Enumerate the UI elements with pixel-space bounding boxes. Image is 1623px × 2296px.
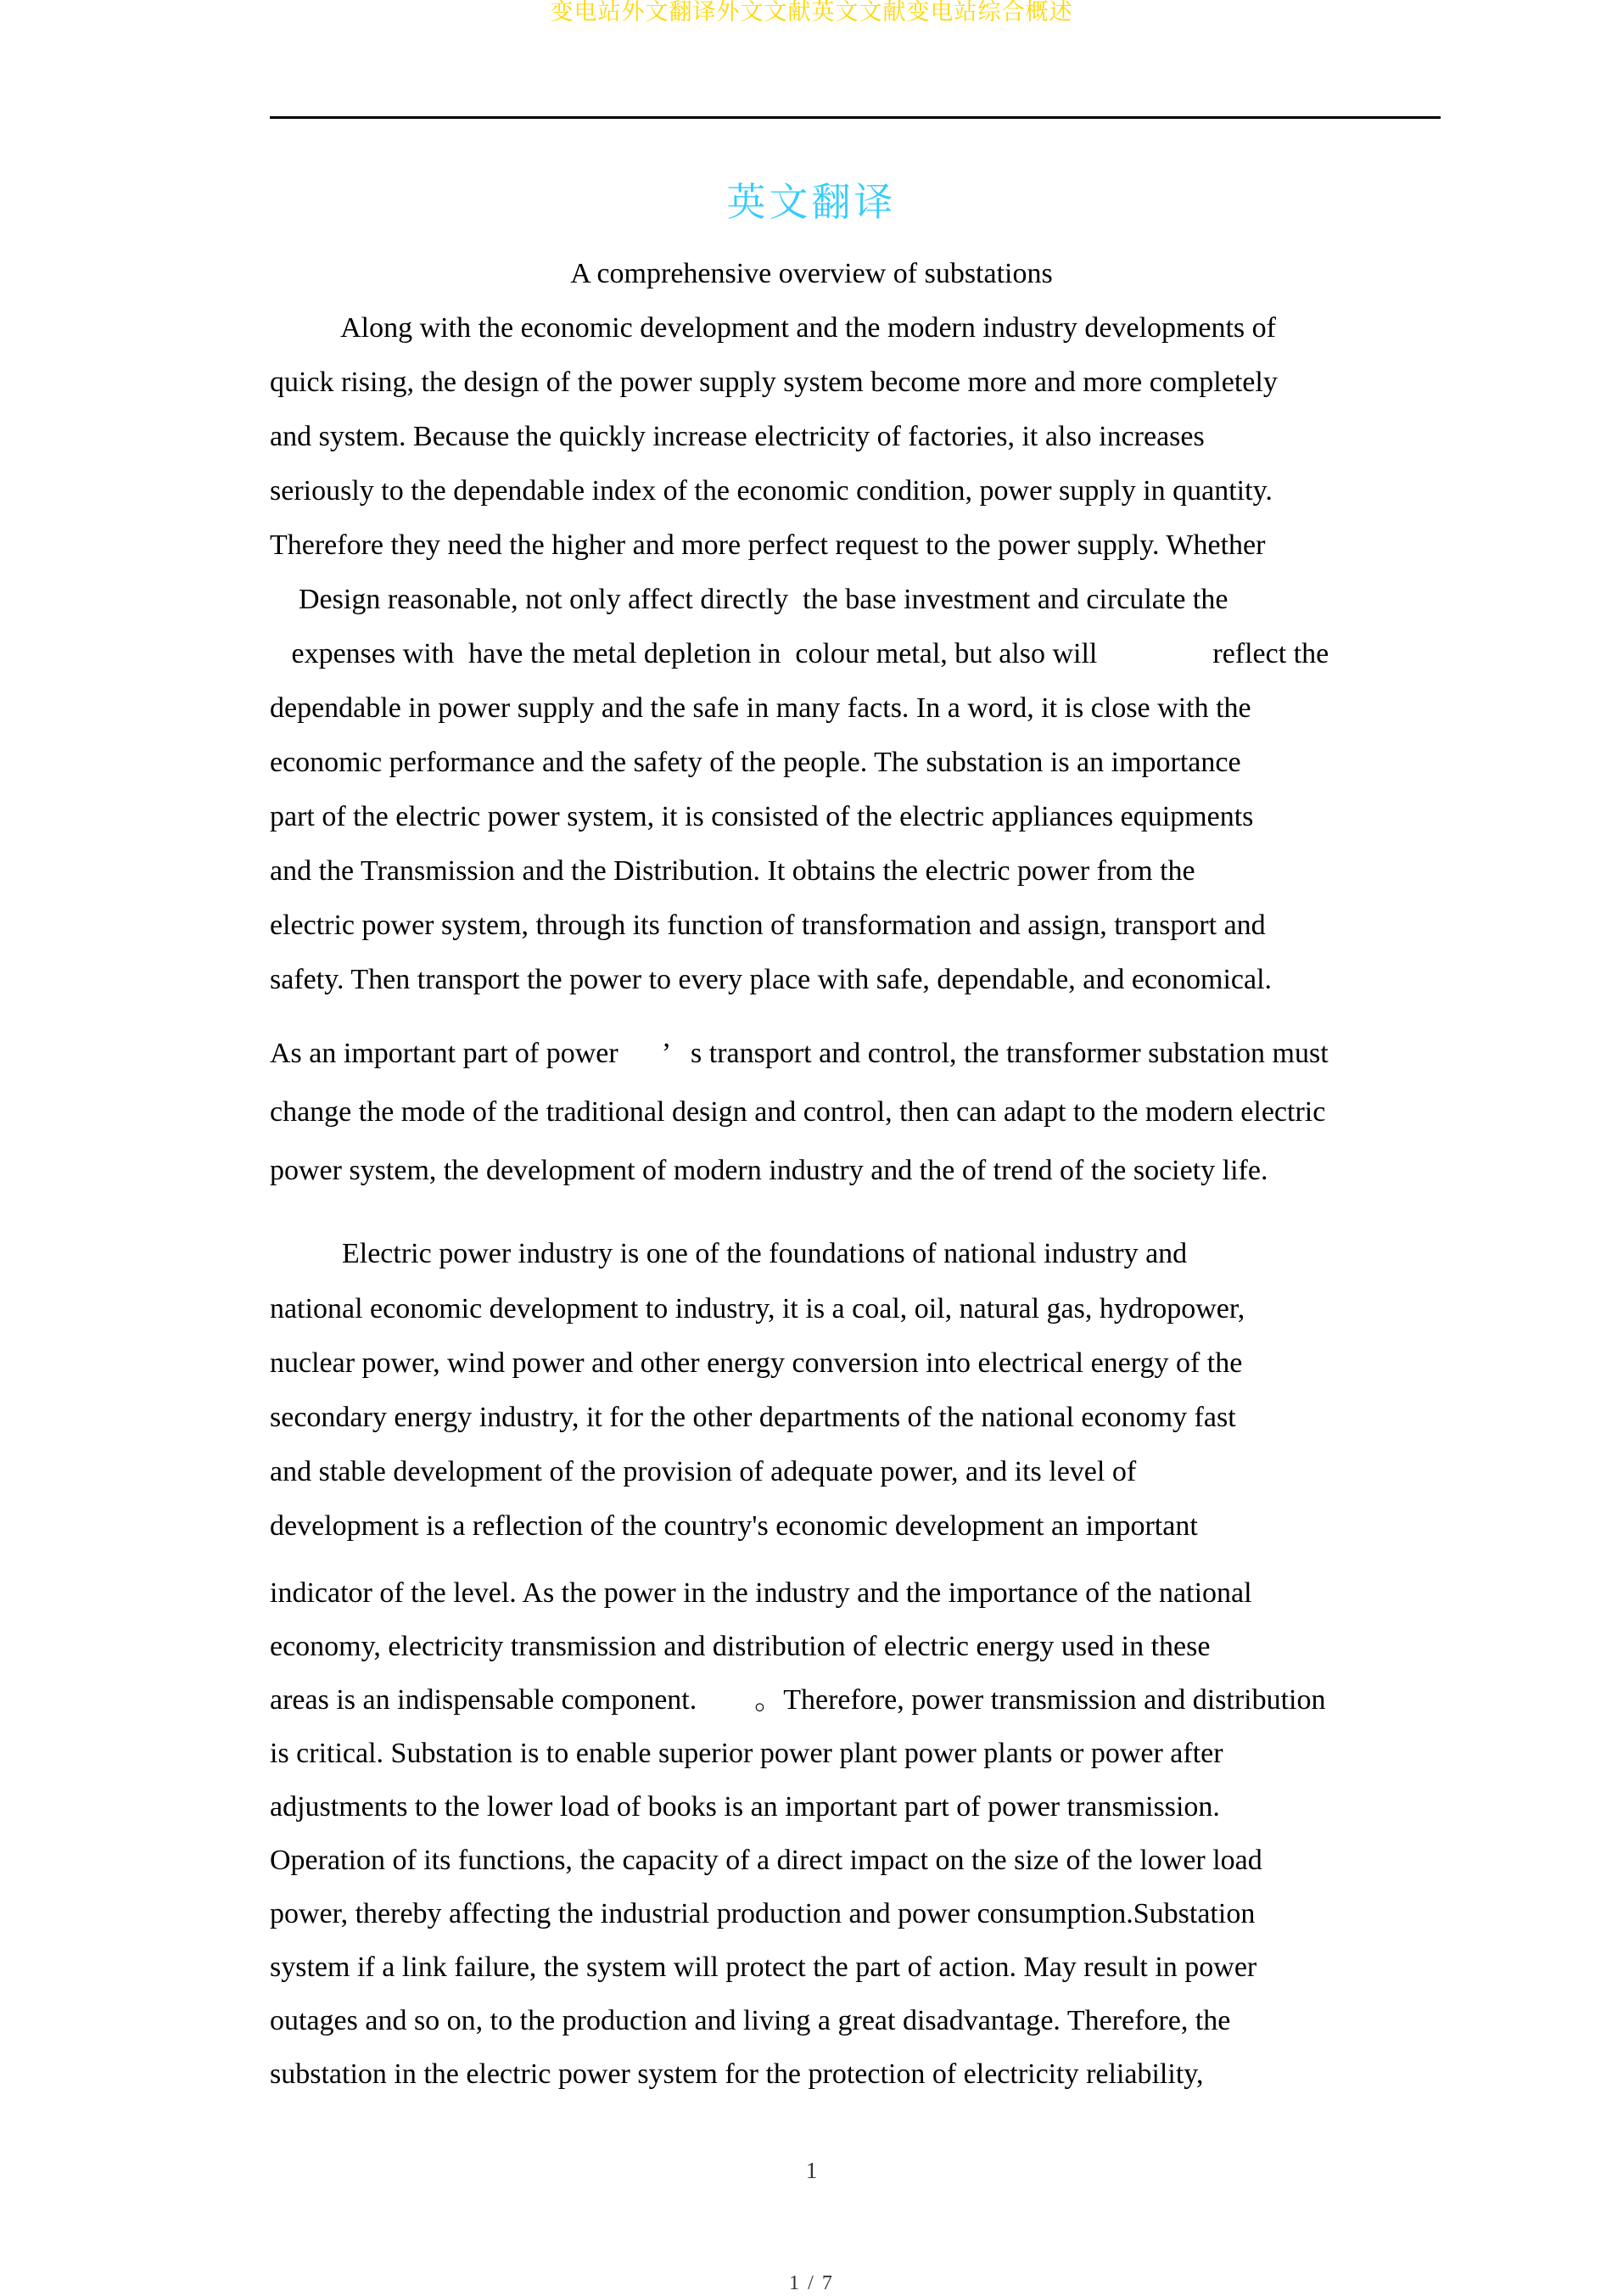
text-line: Operation of its functions, the capacity of a direct impact on the size of the lower load — [270, 1845, 1262, 1876]
text-line: development is a reflection of the country's economic development an important — [270, 1510, 1198, 1542]
text-line: seriously to the dependable index of the economic condition, power supply in quantity. — [270, 475, 1273, 507]
text-line: quick rising, the design of the power supply system become more and more completely — [270, 367, 1278, 398]
text-line: secondary energy industry, it for the other departments of the national economy fast — [270, 1402, 1236, 1433]
text-line: nuclear power, wind power and other energy conversion into electrical energy of the — [270, 1347, 1243, 1379]
text-line: substation in the electric power system for the protection of electricity reliability, — [270, 2058, 1204, 2090]
text-line: and stable development of the provision of adequate power, and its level of — [270, 1456, 1137, 1487]
text-line: As an important part of power ’ s transport and control, the transformer substation must — [270, 1038, 1329, 1069]
text-line: is critical. Substation is to enable superior power plant power plants or power after — [270, 1738, 1223, 1769]
text-line: part of the electric power system, it is consisted of the electric appliances equipments — [270, 801, 1254, 832]
text-line: change the mode of the traditional design and control, then can adapt to the modern electric — [270, 1096, 1326, 1128]
text-line: economy, electricity transmission and distribution of electric energy used in these — [270, 1631, 1211, 1662]
text-line: Electric power industry is one of the foundations of national industry and — [270, 1238, 1188, 1269]
text-line: national economic development to industry, it is a coal, oil, natural gas, hydropower, — [270, 1293, 1245, 1324]
text-line: expenses with have the metal depletion in colour metal, but also will reflect the — [270, 638, 1329, 669]
text-line: areas is an indispensable component. 。Therefore, power transmission and distribution — [270, 1684, 1326, 1716]
footer-page-number: 1 — [805, 2158, 818, 2183]
document-title: 英文翻译 — [726, 179, 897, 225]
text-line: system if a link failure, the system will protect the part of action. May result in power — [270, 1952, 1257, 1983]
text-line: safety. Then transport the power to every place with safe, dependable, and economical. — [270, 964, 1273, 995]
text-line: Therefore they need the higher and more perfect request to the power supply. Whether — [270, 529, 1266, 561]
text-line: dependable in power supply and the safe in many facts. In a word, it is close with the — [270, 692, 1251, 724]
text-line: indicator of the level. As the power in the industry and the importance of the national — [270, 1577, 1252, 1609]
text-line: power system, the development of modern industry and the of trend of the society life. — [270, 1155, 1268, 1186]
text-line: economic performance and the safety of the people. The substation is an importance — [270, 747, 1241, 778]
text-line: outages and so on, to the production and living a great disadvantage. Therefore, the — [270, 2005, 1231, 2036]
text-line: Design reasonable, not only affect directly the base investment and circulate the — [270, 584, 1228, 615]
text-line: and system. Because the quickly increase electricity of factories, it also increases — [270, 421, 1205, 452]
text-line: electric power system, through its function of transformation and assign, transport and — [270, 910, 1266, 941]
text-line: and the Transmission and the Distribution. It obtains the electric power from the — [270, 855, 1195, 887]
header-rule — [270, 116, 1441, 119]
document-subtitle: A comprehensive overview of substations — [570, 258, 1053, 289]
running-header: 变电站外文翻译外文文献英文文献变电站综合概述 — [550, 0, 1073, 25]
text-line: power, thereby affecting the industrial production and power consumption.Substation — [270, 1898, 1256, 1929]
text-line: Along with the economic development and the modern industry developments of — [270, 312, 1276, 344]
page-indicator: 1 / 7 — [789, 2272, 834, 2294]
text-line: adjustments to the lower load of books is an important part of power transmission. — [270, 1791, 1220, 1823]
